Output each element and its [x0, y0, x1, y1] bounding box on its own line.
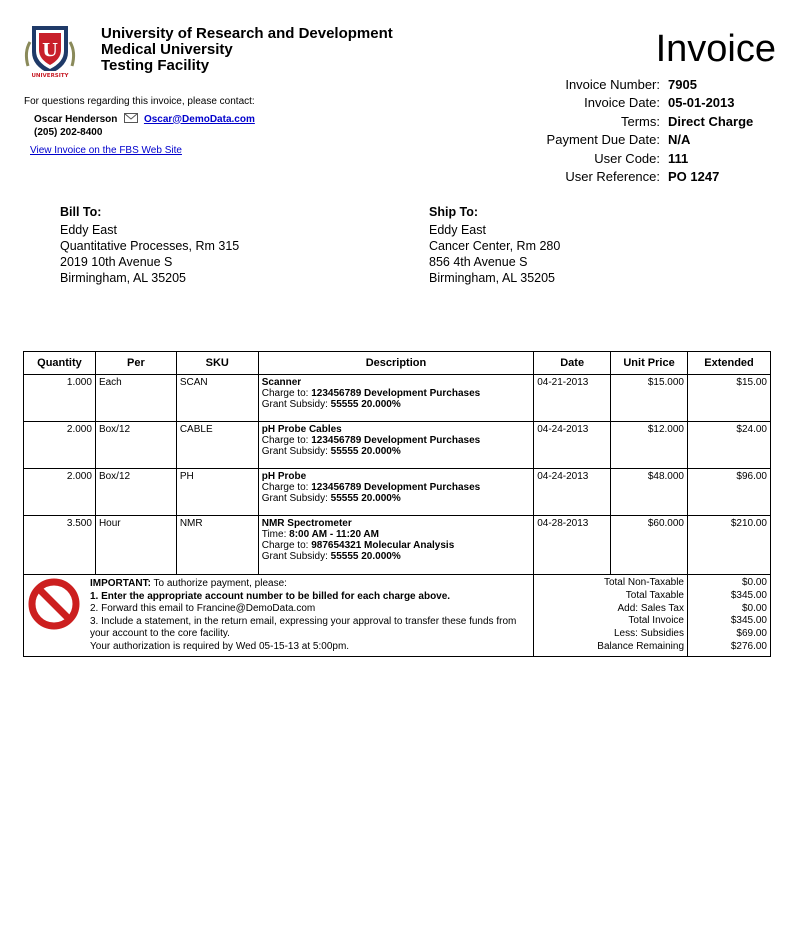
- ship-to-heading: Ship To:: [429, 205, 479, 219]
- meta-user-code: User Code: 111: [594, 150, 689, 166]
- col-sku: SKU: [176, 352, 258, 375]
- meta-invoice-number: Invoice Number: 7905: [565, 77, 697, 92]
- org-line-2: Medical University: [101, 41, 233, 58]
- invoice-meta: [547, 76, 776, 186]
- table-row: 2.000 Box/12 CABLE pH Probe Cables Charge to: 123456789 Development Purchases Grant Subsidy: 55555 20.000% 04-24-2013 $12.000 $24.00: [24, 422, 771, 469]
- summary-row: [24, 575, 771, 657]
- svg-text:UNIVERSITY: UNIVERSITY: [31, 73, 69, 79]
- no-entry-icon: [28, 578, 80, 630]
- authorization-notice: IMPORTANT: To authorize payment, please: 1. Enter the appropriate account number to be billed for each charge above. 2. Forward this email to Francine@DemoData.com 3. Include a statement, in the return email, expressing your approval to transfer these funds from your account to the core facility. Your authorization is required by Wed 05-15-13 at 5:00pm.: [24, 575, 534, 657]
- col-per: Per: [95, 352, 176, 375]
- invoice-title: Invoice: [655, 28, 776, 70]
- totals-labels: Total Non-Taxable Total Taxable Add: Sales Tax Total Invoice Less: Subsidies Balance Remaining: [534, 575, 688, 657]
- meta-due-date: Payment Due Date: N/A: [546, 132, 691, 148]
- meta-terms: Terms: Direct Charge: [621, 113, 754, 129]
- col-quantity: Quantity: [24, 352, 96, 375]
- table-row: 1.000 Each SCAN Scanner Charge to: 123456789 Development Purchases Grant Subsidy: 55555 20.000% 04-21-2013 $15.000 $15.00: [24, 375, 771, 422]
- organization-name: [101, 26, 393, 74]
- col-extended: Extended: [688, 352, 771, 375]
- col-description: Description: [258, 352, 534, 375]
- meta-invoice-date: Invoice Date: 05-01-2013: [584, 95, 735, 111]
- bill-to-heading: Bill To:: [60, 205, 102, 219]
- contact-email-link[interactable]: Oscar@DemoData.com: [143, 113, 255, 125]
- envelope-icon: [124, 113, 138, 123]
- ship-to: Ship To: Eddy East Cancer Center, Rm 280 856 4th Avenue S Birmingham, AL 35205: [429, 205, 561, 285]
- contact-name: Oscar Henderson: [34, 113, 118, 125]
- svg-text:U: U: [42, 40, 58, 61]
- org-line-1: University of Research and Development: [101, 25, 393, 42]
- bill-to: Bill To: Eddy East Quantitative Processes, Rm 315 2019 10th Avenue S Birmingham, AL 35205: [60, 205, 240, 285]
- table-row: 3.500 Hour NMR NMR Spectrometer Time: 8:00 AM - 11:20 AM Charge to: 987654321 Molecular Analysis Grant Subsidy: 55555 20.000% 04-28-2013 $60.000 $210.00: [24, 516, 771, 575]
- fbs-web-site-link[interactable]: View Invoice on the FBS Web Site: [30, 144, 182, 156]
- contact-block: [24, 95, 255, 157]
- line-items-table: [23, 351, 771, 657]
- table-header-row: [24, 352, 771, 375]
- meta-user-reference: User Reference: PO 1247: [565, 169, 720, 185]
- table-row: 2.000 Box/12 PH pH Probe Charge to: 123456789 Development Purchases Grant Subsidy: 55555 20.000% 04-24-2013 $48.000 $96.00: [24, 469, 771, 516]
- col-date: Date: [534, 352, 611, 375]
- org-line-3: Testing Facility: [101, 57, 210, 74]
- totals-values: $0.00 $345.00 $0.00 $345.00 $69.00 $276.00: [688, 575, 771, 657]
- contact-phone: (205) 202-8400: [34, 127, 103, 138]
- col-unit-price: Unit Price: [611, 352, 688, 375]
- shield-icon: [22, 22, 78, 82]
- contact-intro: For questions regarding this invoice, please contact:: [24, 96, 255, 107]
- university-logo: [22, 22, 78, 82]
